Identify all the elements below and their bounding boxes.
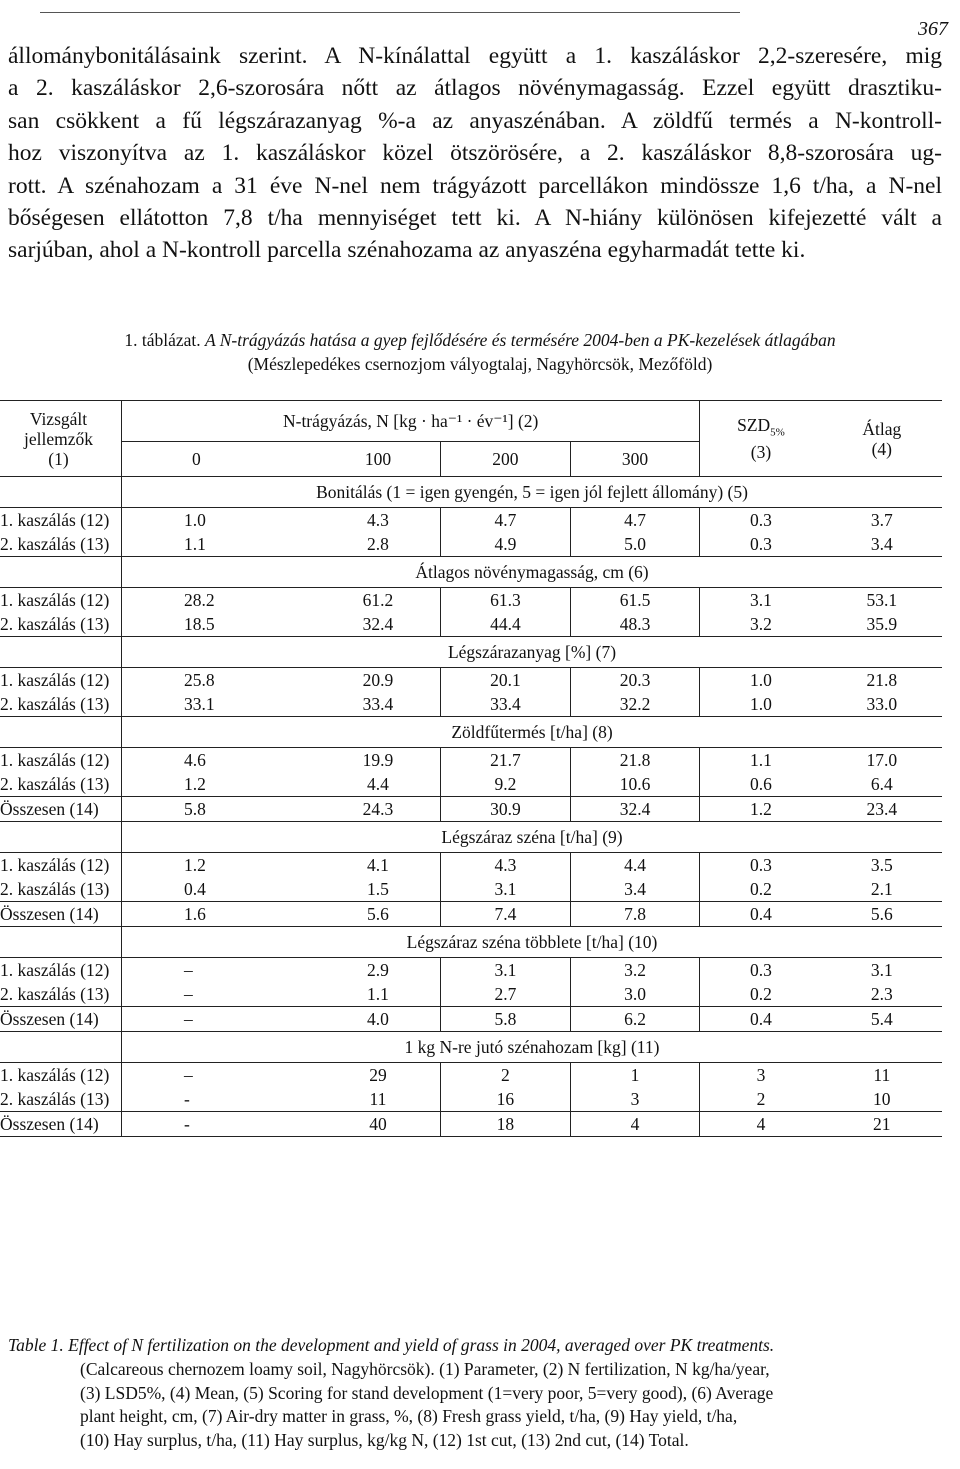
table-cell: 18.5 — [184, 614, 215, 634]
table-cell: 0.3 — [750, 534, 772, 554]
row-label: 2. kaszálás (13) — [0, 772, 122, 797]
table-cell: 0.4 — [750, 1009, 772, 1029]
body-paragraph — [8, 40, 942, 267]
table-cell: 3 — [756, 1065, 766, 1085]
table-cell: 0.6 — [750, 774, 772, 794]
table-cell: 21.8 — [866, 670, 898, 690]
table-cell: – — [184, 1009, 193, 1029]
table-cell: 1.0 — [750, 670, 772, 690]
table-cell: - — [184, 1089, 190, 1109]
table-cell: – — [184, 1065, 193, 1085]
table-cell: 23.4 — [866, 799, 898, 819]
table-row — [0, 748, 942, 773]
table-cell: 0.4 — [184, 879, 206, 899]
table-cell: 4.3 — [441, 853, 571, 878]
row-label: Összesen (14) — [0, 902, 122, 927]
table-row — [0, 1087, 942, 1112]
row-label: Összesen (14) — [0, 797, 122, 822]
row-label: 1. kaszálás (12) — [0, 1063, 122, 1088]
row-label: 1. kaszálás (12) — [0, 668, 122, 693]
table-row — [0, 1063, 942, 1088]
table-row — [0, 668, 942, 693]
table-cell: 2.3 — [870, 984, 893, 1004]
table-cell: 4.9 — [441, 532, 571, 557]
table-row — [0, 772, 942, 797]
table-cell: 5.6 — [870, 904, 893, 924]
mean-header: Átlag (4) — [822, 401, 942, 477]
table-cell: 20.3 — [570, 668, 700, 693]
n-level-200: 200 — [441, 442, 571, 477]
table-cell: 5.8 — [441, 1007, 571, 1032]
table-cell: 21.8 — [570, 748, 700, 773]
row-label: Összesen (14) — [0, 1112, 122, 1137]
table-row — [0, 508, 942, 533]
row-label: 2. kaszálás (13) — [0, 692, 122, 717]
table-cell: 21.7 — [441, 748, 571, 773]
english-caption-line: (3) LSD5%, (4) Mean, (5) Scoring for stand development (1=very poor, 5=very good), (6) Average — [80, 1382, 774, 1403]
section-spacer — [0, 717, 122, 748]
table-cell: 3.1 — [441, 958, 571, 983]
section-spacer — [0, 477, 122, 508]
page-number: 367 — [918, 18, 948, 40]
table-cell: 1.1 — [184, 534, 206, 554]
table-cell: 7.4 — [441, 902, 571, 927]
section-title: Légszáraz széna többlete [t/ha] (10) — [406, 932, 658, 952]
table-cell: 24.3 — [362, 799, 394, 819]
section-title: 1 kg N-re jutó szénahozam [kg] (11) — [404, 1037, 660, 1057]
table-cell: 1.6 — [184, 904, 206, 924]
english-caption-line: (Calcareous chernozem loamy soil, Nagyhörcsök). (1) Parameter, (2) N fertilization, N kg/ha/year, — [80, 1358, 770, 1379]
english-caption-line: (10) Hay surplus, t/ha, (11) Hay surplus, kg/kg N, (12) 1st cut, (13) 2nd cut, (14) Total. — [80, 1430, 689, 1451]
table-cell: 3.1 — [441, 877, 571, 902]
row-label: 2. kaszálás (13) — [0, 877, 122, 902]
table-cell: 1.2 — [750, 799, 772, 819]
paragraph-line: a 2. kaszáláskor 2,6-szorosára nőtt az átlagos növénymagasság. Ezzel együtt drasztiku- — [8, 75, 942, 102]
table-cell: 3 — [570, 1087, 700, 1112]
row-label: 2. kaszálás (13) — [0, 982, 122, 1007]
paragraph-line: rott. A szénahozam a 31 éve N-nel nem trágyázott parcellákon mindössze 1,6 t/ha, a N-nel — [8, 172, 942, 199]
table-cell: 4 — [756, 1114, 766, 1134]
row-label: 2. kaszálás (13) — [0, 532, 122, 557]
section-spacer — [0, 637, 122, 668]
table-cell: 11 — [873, 1065, 891, 1085]
table-cell: 33.0 — [866, 694, 898, 714]
section-title: Légszárazanyag [%] (7) — [447, 642, 617, 662]
english-caption-title: Effect of N fertilization on the development and yield of grass in 2004, averaged over PK treatments. — [68, 1335, 775, 1355]
table-cell: 4.6 — [184, 750, 206, 770]
table-cell: 2.8 — [367, 534, 389, 554]
paragraph-line: hoz viszonyítva az 1. kaszáláskor közel ötszörösére, a 2. kaszáláskor 8,8-szorosára ug- — [8, 140, 942, 167]
row-label: 2. kaszálás (13) — [0, 612, 122, 637]
table-cell: 5.8 — [184, 799, 206, 819]
table-cell: 1.0 — [184, 510, 206, 530]
table-cell: 18 — [441, 1112, 571, 1137]
table-row — [0, 532, 942, 557]
n-level-0: 0 — [192, 449, 201, 469]
table-cell: 6.4 — [870, 774, 893, 794]
paragraph-line: san csökkent a fű légszárazanyag %-a az anyaszénában. A zöldfű termés a N-kontroll- — [8, 107, 942, 134]
table-cell: 3.4 — [570, 877, 700, 902]
table-cell: 2 — [441, 1063, 571, 1088]
table-cell: - — [184, 1114, 190, 1134]
table-cell: 10.6 — [570, 772, 700, 797]
table-cell: 61.2 — [362, 590, 394, 610]
table-cell: 3.2 — [570, 958, 700, 983]
table-cell: 2.7 — [441, 982, 571, 1007]
table-cell: 4.4 — [570, 853, 700, 878]
table-cell: 44.4 — [441, 612, 571, 637]
table-cell: 0.3 — [750, 510, 772, 530]
table-cell: 4.4 — [367, 774, 389, 794]
top-rule — [40, 12, 740, 13]
results-table — [0, 400, 942, 1137]
table-cell: 2 — [756, 1089, 766, 1109]
section-title: Bonitálás (1 = igen gyengén, 5 = igen jól fejlett állomány) (5) — [316, 482, 748, 502]
english-caption — [8, 1334, 942, 1453]
table-cell: 33.1 — [184, 694, 215, 714]
table-cell: 1.2 — [184, 855, 206, 875]
table-cell: 21 — [873, 1114, 891, 1134]
table-cell: 5.6 — [367, 904, 389, 924]
table-row — [0, 982, 942, 1007]
table-cell: 30.9 — [441, 797, 571, 822]
table-cell: 7.8 — [570, 902, 700, 927]
table-cell: 0.2 — [750, 879, 772, 899]
szd-header: $SZD_{5\%}$ (3) — [700, 401, 822, 477]
table-cell: 61.5 — [570, 588, 700, 613]
row-label: 1. kaszálás (12) — [0, 958, 122, 983]
table-cell: 3.1 — [870, 960, 893, 980]
table-cell: 61.3 — [441, 588, 571, 613]
table-cell: 32.2 — [570, 692, 700, 717]
table-cell: 4.7 — [441, 508, 571, 533]
table-cell: 33.4 — [362, 694, 394, 714]
table-cell: 3.1 — [750, 590, 772, 610]
param-header: Vizsgált jellemzők (1) — [0, 401, 122, 477]
table-cell: 1.1 — [750, 750, 772, 770]
table-cell: 20.1 — [441, 668, 571, 693]
table-cell: 3.5 — [870, 855, 893, 875]
n-level-300: 300 — [570, 442, 700, 477]
table-row — [0, 588, 942, 613]
table-cell: 3.0 — [570, 982, 700, 1007]
table-cell: 28.2 — [184, 590, 215, 610]
paragraph-line: állománybonitálásaink szerint. A N-kínálattal együtt a 1. kaszáláskor 2,2-szeresére, mig — [8, 43, 942, 69]
section-title: Átlagos növénymagasság, cm (6) — [415, 562, 649, 582]
section-spacer — [0, 927, 122, 958]
table-cell: 48.3 — [570, 612, 700, 637]
table-row — [0, 958, 942, 983]
table-cell: 4.3 — [367, 510, 389, 530]
table-cell: 0.3 — [750, 960, 772, 980]
table-row — [0, 1007, 942, 1032]
paragraph-line: bőségesen ellátotton 7,8 t/ha mennyiséget tett ki. A N-hiány különösen kifejezetté vált a — [8, 205, 942, 232]
caption-subtitle: (Mészlepedékes csernozjom vályogtalaj, Nagyhörcsök, Mezőföld) — [247, 354, 713, 374]
caption-title: A N-trágyázás hatása a gyep fejlődésére és termésére 2004-ben a PK-kezelések átlagában — [204, 330, 836, 350]
section-spacer — [0, 1032, 122, 1063]
section-title: Légszáraz széna [t/ha] (9) — [441, 827, 623, 847]
row-label: 1. kaszálás (12) — [0, 588, 122, 613]
row-label: 1. kaszálás (12) — [0, 508, 122, 533]
table-cell: 0.2 — [750, 984, 772, 1004]
table-caption — [20, 328, 940, 376]
table-cell: 2.9 — [367, 960, 389, 980]
table-row — [0, 1112, 942, 1137]
table-cell: 0.4 — [750, 904, 772, 924]
table-cell: 1 — [570, 1063, 700, 1088]
table-row — [0, 612, 942, 637]
table-cell: 4 — [570, 1112, 700, 1137]
table-cell: 1.2 — [184, 774, 206, 794]
table-row — [0, 797, 942, 822]
table-row — [0, 853, 942, 878]
table-cell: 0.3 — [750, 855, 772, 875]
table-cell: 11 — [369, 1089, 387, 1109]
n-fert-header: N-trágyázás, N [kg · ha⁻¹ · év⁻¹] (2) — [122, 401, 700, 442]
row-label: 2. kaszálás (13) — [0, 1087, 122, 1112]
english-caption-label: Table 1. — [8, 1335, 64, 1355]
table-cell: 4.7 — [570, 508, 700, 533]
table-cell: 32.4 — [570, 797, 700, 822]
section-spacer — [0, 822, 122, 853]
table-cell: 4.0 — [367, 1009, 389, 1029]
table-cell: 25.8 — [184, 670, 215, 690]
table-cell: 32.4 — [362, 614, 394, 634]
table-cell: 16 — [441, 1087, 571, 1112]
table-row — [0, 902, 942, 927]
section-spacer — [0, 557, 122, 588]
table-cell: 40 — [369, 1114, 387, 1134]
table-cell: 9.2 — [441, 772, 571, 797]
n-level-100: 100 — [364, 449, 392, 469]
table-cell: 6.2 — [570, 1007, 700, 1032]
paragraph-line: sarjúban, ahol a N-kontroll parcella szénahozama az anyaszéna egyharmadát tette ki. — [8, 237, 806, 264]
row-label: Összesen (14) — [0, 1007, 122, 1032]
table-cell: 29 — [369, 1065, 387, 1085]
english-caption-line: plant height, cm, (7) Air-dry matter in grass, %, (8) Fresh grass yield, t/ha, (9) Hay yield, t/ha, — [80, 1406, 738, 1427]
table-cell: 2.1 — [870, 879, 893, 899]
table-cell: 5.0 — [570, 532, 700, 557]
table-cell: 33.4 — [441, 692, 571, 717]
table-cell: 3.2 — [750, 614, 772, 634]
section-title: Zöldfűtermés [t/ha] (8) — [451, 722, 613, 742]
table-cell: 1.1 — [367, 984, 389, 1004]
caption-label: 1. táblázat. — [124, 330, 201, 350]
table-cell: 19.9 — [362, 750, 394, 770]
table-cell: 1.0 — [750, 694, 772, 714]
table-cell: 35.9 — [866, 614, 898, 634]
table-cell: 20.9 — [362, 670, 394, 690]
row-label: 1. kaszálás (12) — [0, 748, 122, 773]
table-cell: 3.7 — [870, 510, 893, 530]
table-cell: – — [184, 960, 193, 980]
row-label: 1. kaszálás (12) — [0, 853, 122, 878]
table-cell: 3.4 — [870, 534, 893, 554]
table-row — [0, 692, 942, 717]
table-row — [0, 877, 942, 902]
table-cell: 5.4 — [870, 1009, 893, 1029]
table-cell: 53.1 — [866, 590, 898, 610]
table-cell: 17.0 — [866, 750, 898, 770]
table-cell: 4.1 — [367, 855, 389, 875]
table-cell: 1.5 — [367, 879, 389, 899]
table-cell: 10 — [873, 1089, 891, 1109]
table-cell: – — [184, 984, 193, 1004]
